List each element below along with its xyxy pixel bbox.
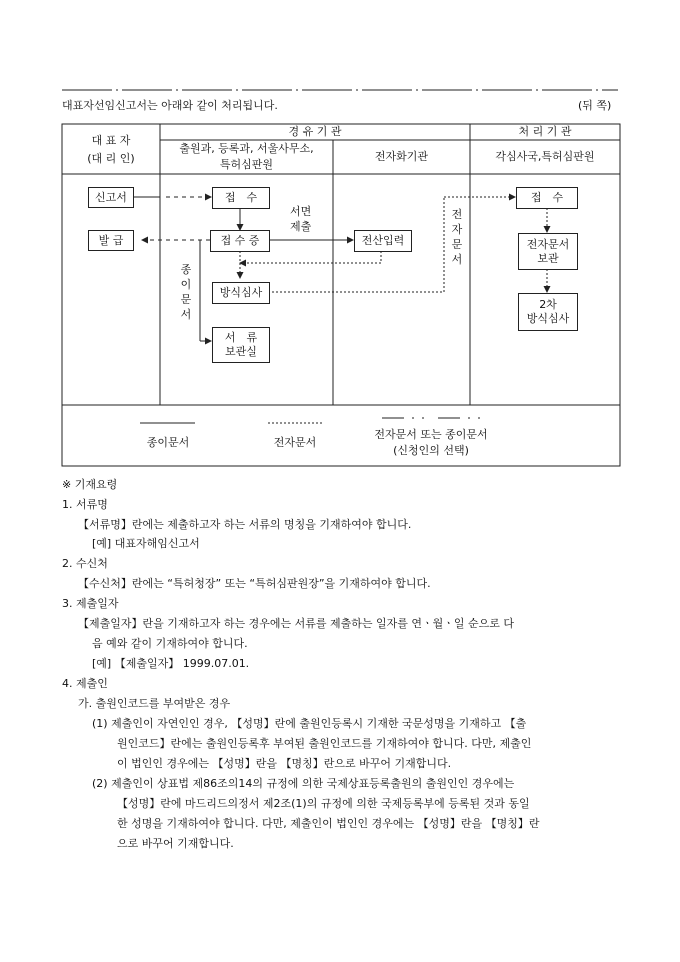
- paper-doc-vertical-label: 종이문서: [180, 263, 192, 321]
- group-header-office: 경 유 기 관: [288, 125, 342, 138]
- issue-box: 발 급: [88, 230, 134, 251]
- guide-s3-example: [예] 【제출일자】 1999.07.01.: [92, 657, 250, 670]
- legend-either-1: 전자문서 또는 종이문서: [374, 428, 488, 441]
- guide-s4-2-line-3: 한 성명을 기재하여야 합니다. 다만, 제출인이 법인인 경우에는 【성명】란을 【명칭】란: [117, 817, 540, 830]
- edoc-store-line-2: 보관: [537, 251, 559, 265]
- guide-s4-2-line-2: 【성명】란에 마드리드의정서 제2조(1)의 규정에 의한 국제등록부에 등록된 것과 동일: [117, 797, 530, 810]
- legend-paper: 종이문서: [146, 436, 190, 449]
- guide-s4-1-line-3: 이 법인인 경우에는 【성명】란을 【명칭】란으로 바꾸어 기재합니다.: [117, 757, 452, 770]
- guide-s4-sub: 가. 출원인코드를 부여받은 경우: [78, 697, 231, 710]
- document-room-line-1: 서 류: [224, 331, 258, 344]
- guide-s3-text-2: 음 예와 같이 기재하여야 합니다.: [92, 637, 248, 650]
- guide-s4-1-line-1: (1) 제출인이 자연인인 경우, 【성명】란에 출원인등록시 기재한 국문성명을 기재하고 【출: [92, 717, 527, 730]
- legend-either-2: (신청인의 선택): [393, 444, 469, 457]
- guide-s1-example: [예] 대표자해임신고서: [92, 537, 200, 550]
- electronic-doc-vertical-label: 전자문서: [451, 208, 463, 266]
- guide-s3-text-1: 【제출일자】란을 기재하고자 하는 경우에는 서류를 제출하는 일자를 연ㆍ월ㆍ일 순으로 다: [78, 617, 515, 630]
- report-box: 신고서: [88, 187, 134, 208]
- format-review-box: 방식심사: [212, 282, 270, 304]
- intro-text: 대표자선임신고서는 아래와 같이 처리됩니다.: [62, 99, 278, 112]
- guide-s4-2-line-4: 으로 바꾸어 기재합니다.: [117, 837, 234, 850]
- edoc-store-box: [518, 233, 578, 270]
- legend-electronic: 전자문서: [273, 436, 317, 449]
- guide-s1-text: 【서류명】란에는 제출하고자 하는 서류의 명칭을 기재하여야 합니다.: [78, 518, 412, 531]
- guide-s4-2-line-1: (2) 제출인이 상표법 제86조의14의 규정에 의한 국제상표등록출원의 출원인인 경우에는: [92, 777, 515, 790]
- col-processing-header: 각심사국,특허심판원: [495, 150, 595, 163]
- receipt-cert-box: 접 수 증: [210, 230, 270, 252]
- second-review-line-1: 2차: [539, 298, 557, 311]
- col-digitize-header: 전자화기관: [374, 150, 429, 163]
- guide-s4-title: 4. 제출인: [62, 677, 108, 690]
- second-review-line-2: 방식심사: [526, 312, 570, 325]
- second-review-box: [518, 293, 578, 331]
- col-office-header-1: 출원과, 등록과, 서울사무소,: [179, 142, 314, 155]
- col-applicant-header-2: (대 리 인): [87, 152, 135, 165]
- written-submit-label-1: 서면: [290, 205, 312, 218]
- document-room-box: [212, 327, 270, 363]
- guide-title: ※ 기재요령: [62, 478, 118, 491]
- guide-s3-title: 3. 제출일자: [62, 597, 119, 610]
- document-room-line-2: 보관실: [225, 345, 257, 358]
- written-submit-label-2: 제출: [290, 220, 312, 233]
- edoc-store-line-1: 전자문서: [526, 237, 570, 251]
- proc-receive-box: 접 수: [516, 187, 578, 209]
- guide-s2-title: 2. 수신처: [62, 557, 108, 570]
- page-ref: (뒤 쪽): [578, 99, 612, 112]
- receive-box: 접 수: [212, 187, 270, 209]
- group-header-processing: 처 리 기 관: [518, 125, 572, 138]
- guide-s1-title: 1. 서류명: [62, 498, 108, 511]
- guide-s2-text: 【수신처】란에는 “특허청장” 또는 “특허심판원장”을 기재하여야 합니다.: [78, 577, 431, 590]
- col-office-header-2: 특허심판원: [219, 158, 274, 171]
- guide-s4-1-line-2: 원인코드】란에는 출원인등록후 부여된 출원인코드를 기재하여야 합니다. 다만, 제출인: [117, 737, 532, 750]
- col-applicant-header-1: 대 표 자: [91, 134, 131, 147]
- data-entry-box: 전산입력: [354, 230, 412, 252]
